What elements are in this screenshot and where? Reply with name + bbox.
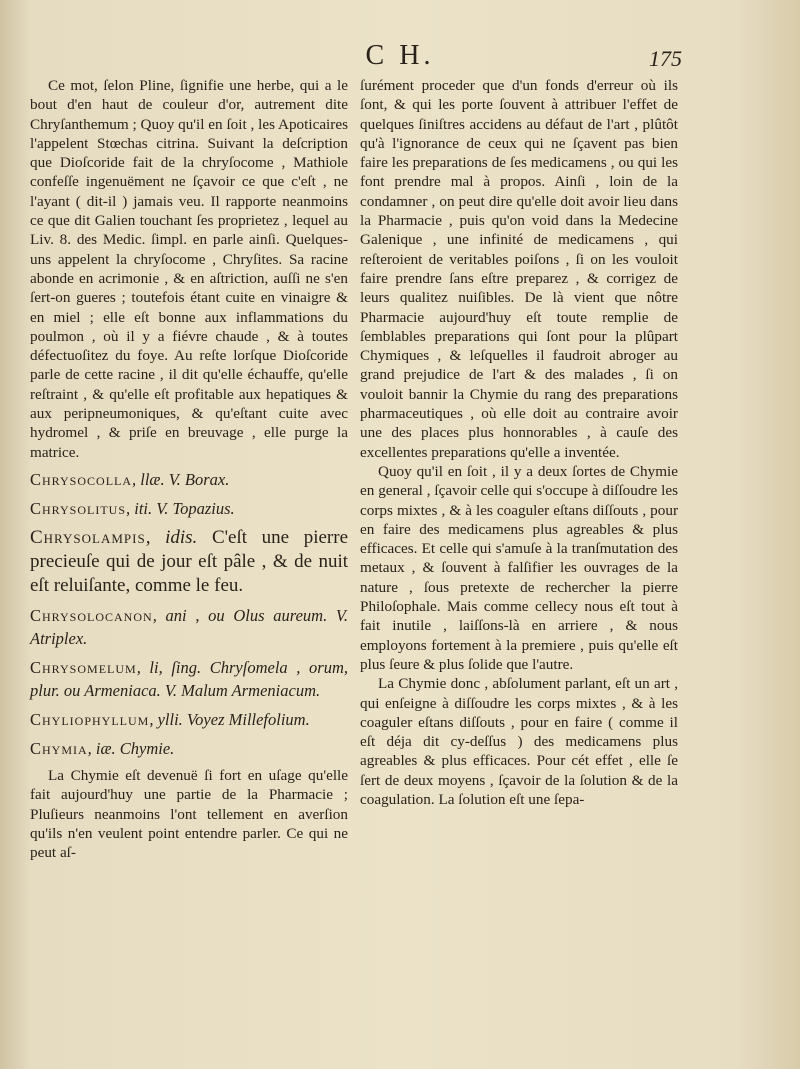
entry-headword: Chrysolampis: [30, 526, 146, 548]
entry-chrysomelum: [30, 656, 348, 702]
entry-grammar: , ylli. Voyez Millefolium.: [149, 709, 310, 729]
entry-chrysolitus: [30, 497, 348, 520]
entry-grammar: , idis.: [145, 526, 198, 548]
running-header: C H.: [365, 40, 435, 71]
entry-chrysolampis: [30, 526, 348, 598]
entry-headword: Chrysolitus: [30, 498, 127, 518]
entry-headword: Chrysomelum: [30, 657, 137, 677]
entry-headword: Chrysocolla: [30, 469, 133, 489]
entry-chrysocolla: [30, 468, 348, 491]
entry-headword: Chrysolocanon: [30, 605, 153, 625]
two-kinds-paragraph: Quoy qu'il en ſoit , il y a deux ſortes de Chymie en general , ſçavoir celle qui s'occupe à diſſoudre les corps mixtes , & à les coaguler eſtans diſſouts , pour en faire des medicamens plus agreables & plus efficaces. Et celle qui s'amuſe à la tranſmutation des metaux , & ſouvent à falſifier les ouvrages de la nature , ſous pretexte de rechercher la pierre Philoſophale. Mais comme cellecy nous eſt tout à fait inutile , laiſſons-là en arriere , & nous employons fortement à la premiere , puis qu'elle eſt plus ſeure & plus ſolide que l'autre.: [360, 462, 678, 673]
entry-grammar: , ani , ou Olus aureum. V. Atriplex.: [30, 605, 348, 648]
entry-grammar: , iæ. Chymie.: [87, 738, 175, 758]
chymie-paragraph: La Chymie eſt devenuë ſi fort en uſage qu'elle fait aujourd'huy une partie de la Pharmacie ; Pluſieurs neanmoins l'ont tellement en averſion qu'ils n'en veulent point entendre parler. Ce qui ne peut aſ-: [30, 766, 348, 862]
entry-grammar: , iti. V. Topazius.: [126, 498, 235, 518]
entry-grammar: , li, ſing. Chryſomela , orum, plur. ou Armeniaca. V. Malum Armeniacum.: [30, 657, 348, 700]
entry-definition: C'eſt une pierre precieuſe qui de jour eſt pâle , & de nuit eſt reluiſante, comme le feu.: [30, 526, 349, 596]
entry-chymia: [30, 737, 348, 760]
entry-chrysolocanon: [30, 604, 348, 650]
definition-paragraph: La Chymie donc , abſolument parlant, eſt un art , qui enſeigne à diſſoudre les corps mixtes , & à les coaguler eſtans diſſouts , pour en faire ( comme il eſt déja dit cy-deſſus ) des medicamens plus agreables & plus efficaces. Pour cét effet , elle ſe ſert de deux moyens , ſçavoir de la ſolution & de la coagulation. La ſolution eſt une ſepa-: [360, 675, 678, 808]
continuation-paragraph: ſurément proceder que d'un fonds d'erreur où ils ſont, & qui les porte ſouvent à attribuer l'effet de quelques ſiniſtres accidens au défaut de l'art , plûtôt qu'à l'ignorance de ceux qui ne ſçavent pas bien faire les preparations de ſes medicamens , ou qui les font prendre mal à propos. Ainſi , loin de la condamner , on peut dire qu'elle doit avoir lieu dans la Pharmacie , puis qu'on void dans la Medecine Galenique , une infinité de medicamens , qui reſteroient de veritables poiſons , ſi on les vouloit faire prendre ſans eſtre preparez , & corrigez de leurs qualitez nuiſibles. De là vient que nôtre Pharmacie aujourd'huy eſt toute remplie de ſemblables preparations qui ſont pour la plûpart Chymiques , & leſquelles il faudroit abroger au grand prejudice de l'art & des malades , ſi on vouloit bannir la Chymie du rang des preparations pharmaceutiques , où elle doit au contraire avoir une des places plus honnorables , à cauſe des excellentes preparations qu'elle a inventée.: [360, 77, 678, 461]
entry-headword: Chyliophyllum: [30, 709, 150, 729]
entry-chyliophyllum: [30, 708, 348, 731]
left-column: [30, 76, 348, 862]
entry-headword: Chymia: [30, 738, 88, 758]
chrysocome-paragraph: Ce mot, ſelon Pline, ſignifie une herbe, qui a le bout d'en haut de couleur d'or, autrement dite Chryſanthemum ; Quoy qu'il en ſoit , les Apoticaires l'appelent Stœchas citrina. Suivant la deſcription que Dioſcoride fait de la chryſocome , Mathiole confeſſe ingenuëment ne ſçavoir ce que c'eſt , ne l'ayant ( dit-il ) jamais veu. Il rapporte neanmoins ce que dit Galien touchant ſes proprietez , lequel au Liv. 8. des Medic. ſimpl. en parle ainſi. Quelques-uns appelent la chryſocome , Chryſites. Sa racine abonde en acrimonie , & en aſtriction, auſſi ne s'en ſert-on gueres ; toutefois étant cuite en vinaigre & en miel ; elle eſt bonne aux inflammations du poulmon , où il y a fiévre chaude , & à toutes défectuoſitez du foye. Au reſte lorſque Dioſcoride parle de cette racine , il dit qu'elle échauffe, qu'elle reſtraint , & qu'elle eſt profitable aux hepatiques & aux peripneumoniques, & qu'eſtant cuite avec hydromel , & priſe en breuvage , elle purge la matrice.: [30, 77, 348, 461]
entry-grammar: , llæ. V. Borax.: [132, 469, 230, 489]
right-column: [360, 76, 678, 809]
page-number: 175: [649, 46, 682, 71]
